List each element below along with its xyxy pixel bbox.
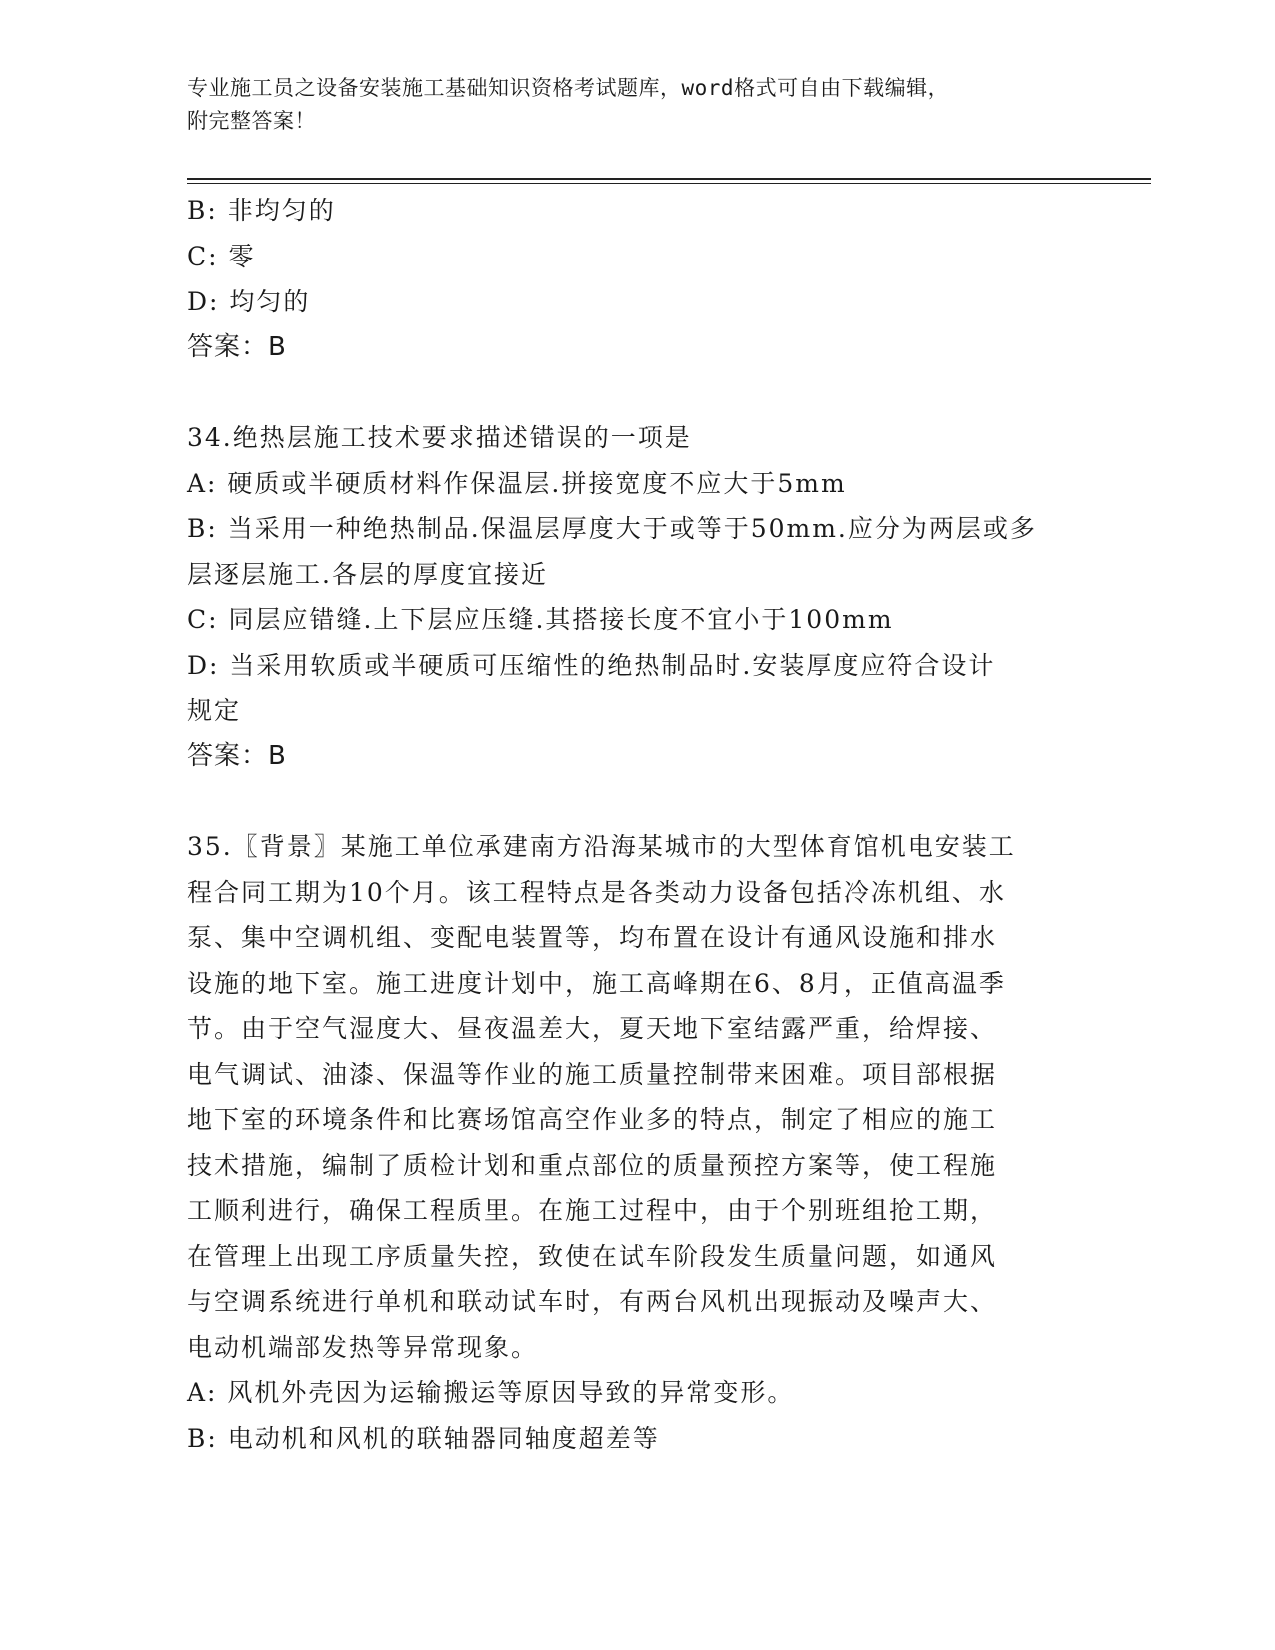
option-a: A: 硬质或半硬质材料作保温层.拼接宽度不应大于5mm (187, 468, 847, 498)
question-stem-line: 节。由于空气湿度大、昼夜温差大，夏天地下室结露严重，给焊接、 (187, 1014, 998, 1043)
question-stem-line: 泵、集中空调机组、变配电装置等，均布置在设计有通风设施和排水 (187, 923, 998, 952)
option-b-line-1: B: 当采用一种绝热制品.保温层厚度大于或等于50mm.应分为两层或多 (187, 514, 1037, 543)
document-header (187, 72, 1067, 138)
option-b-line-2: 层逐层施工.各层的厚度宜接近 (187, 559, 548, 589)
question-stem-line: 技术措施，编制了质检计划和重点部位的质量预控方案等，使工程施 (187, 1150, 998, 1180)
question-stem-line: 在管理上出现工序质量失控，致使在试车阶段发生质量问题，如通风 (187, 1241, 998, 1271)
option-d: D: 均匀的 (187, 287, 311, 316)
option-b: B: 电动机和风机的联轴器同轴度超差等 (187, 1423, 660, 1453)
header-divider-thick (187, 178, 1151, 180)
question-35 (187, 824, 1087, 1461)
option-d-line-2: 规定 (187, 696, 242, 725)
question-stem-line: 电动机端部发热等异常现象。 (187, 1332, 539, 1362)
option-d-line-1: D: 当采用软质或半硬质可压缩性的绝热制品时.安装厚度应符合设计 (187, 650, 996, 680)
question-34 (187, 415, 1087, 779)
option-c: C: 同层应错缝.上下层应压缝.其搭接长度不宜小于100mm (187, 605, 894, 634)
header-line-1: 专业施工员之设备安装施工基础知识资格考试题库，word格式可自由下载编辑， (187, 76, 950, 100)
question-stem-line: 与空调系统进行单机和联动试车时，有两台风机出现振动及噪声大、 (187, 1287, 998, 1316)
question-stem-line: 地下室的环境条件和比赛场馆高空作业多的特点，制定了相应的施工 (187, 1105, 998, 1134)
header-line-2: 附完整答案！ (187, 109, 316, 133)
document-body (187, 188, 1087, 1461)
question-stem-line: 电气调试、油漆、保温等作业的施工质量控制带来困难。项目部根据 (187, 1059, 998, 1089)
question-stem-line: 工顺利进行，确保工程质里。在施工过程中，由于个别班组抢工期， (187, 1196, 998, 1225)
answer: 答案：B (187, 331, 287, 362)
answer: 答案：B (187, 740, 287, 771)
spacer (187, 370, 1087, 415)
option-b: B: 非均匀的 (187, 196, 336, 225)
question-33-tail (187, 188, 1087, 370)
question-stem-line: 设施的地下室。施工进度计划中，施工高峰期在6、8月，正值高温季 (187, 968, 1006, 998)
question-stem-line: 程合同工期为10个月。该工程特点是各类动力设备包括冷冻机组、水 (187, 877, 1006, 907)
header-divider-thin (187, 183, 1151, 184)
spacer (187, 779, 1087, 824)
option-c: C: 零 (187, 241, 256, 271)
question-stem: 34.绝热层施工技术要求描述错误的一项是 (187, 423, 692, 452)
question-stem-line: 35.〖背景〗某施工单位承建南方沿海某城市的大型体育馆机电安装工 (187, 832, 1016, 861)
option-a: A: 风机外壳因为运输搬运等原因导致的异常变形。 (187, 1378, 795, 1407)
